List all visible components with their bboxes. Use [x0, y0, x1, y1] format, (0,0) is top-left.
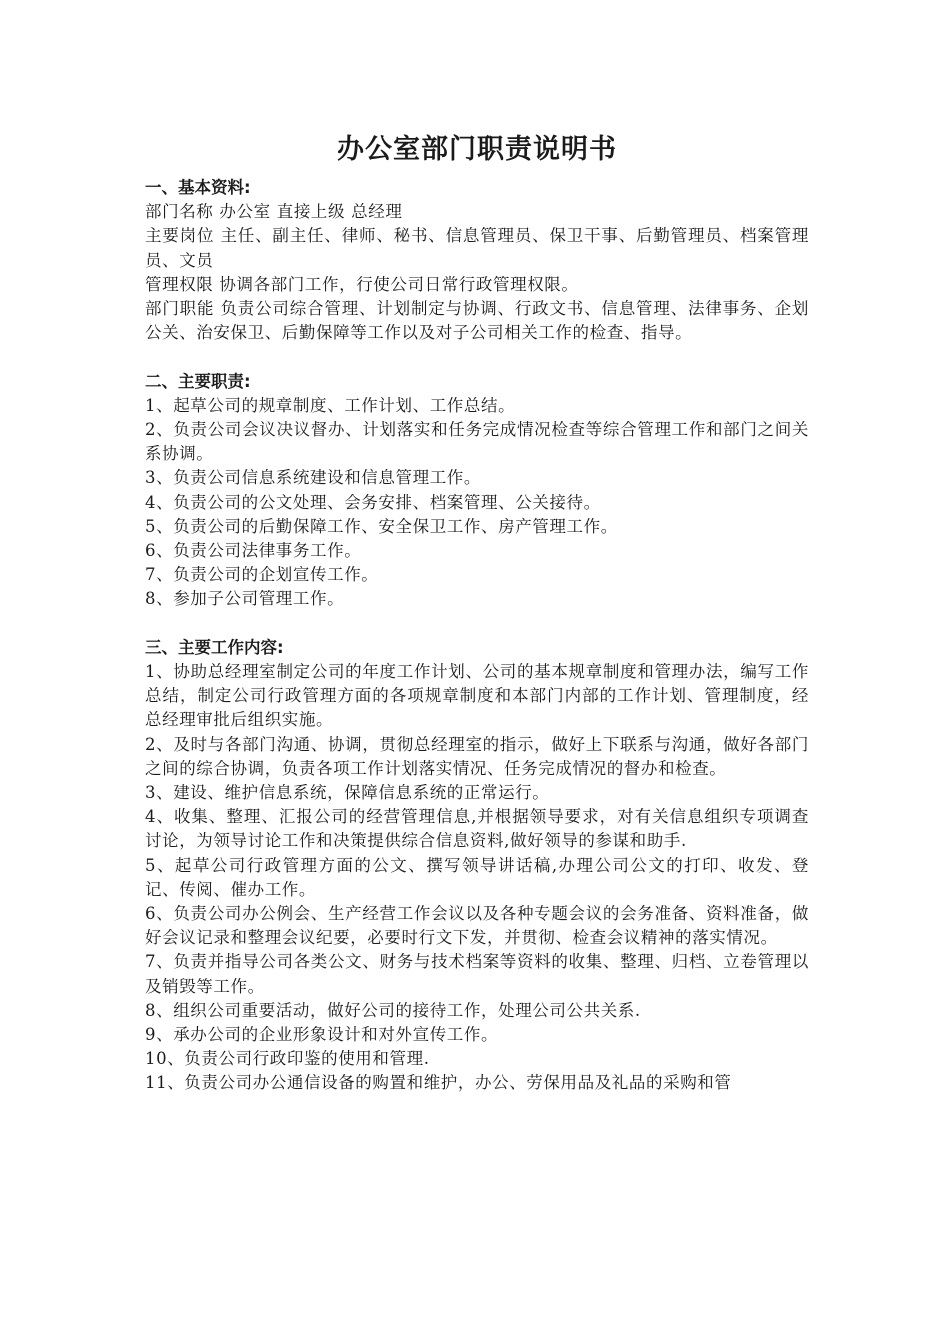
- content-item: 9、承办公司的企业形象设计和对外宣传工作。: [145, 1025, 499, 1045]
- duty-item: 4、负责公司的公文处理、会务安排、档案管理、公关接待。: [145, 492, 601, 512]
- dept-name-value: 办公室: [219, 202, 271, 222]
- duty-item: 1、起草公司的规章制度、工作计划、工作总结。: [145, 395, 516, 415]
- duty-item: 5、负责公司的后勤保障工作、安全保卫工作、房产管理工作。: [145, 516, 618, 536]
- function-label: 部门职能: [145, 299, 215, 319]
- positions-label: 主要岗位: [145, 226, 215, 246]
- function-value: 负责公司综合管理、计划制定与协调、行政文书、信息管理、法律事务、企划公关、治安保卫、后勤保障等工作以及对子公司相关工作的检查、指导。: [145, 299, 809, 343]
- content-item: 7、负责并指导公司各类公文、财务与技术档案等资料的收集、整理、归档、立卷管理以及销毁等工作。: [145, 952, 809, 996]
- section-spacer: [145, 612, 809, 636]
- content-item: 1、协助总经理室制定公司的年度工作计划、公司的基本规章制度和管理办法，编写工作总结，制定公司行政管理方面的各项规章制度和本部门内部的工作计划、管理制度，经总经理审批后组织实施。: [145, 662, 809, 730]
- dept-name-label: 部门名称: [145, 202, 214, 222]
- section-work-content: [145, 636, 809, 1096]
- content-item: 2、及时与各部门沟通、协调，贯彻总经理室的指示，做好上下联系与沟通，做好各部门之间的综合协调，负责各项工作计划落实情况、任务完成情况的督办和检查。: [145, 734, 809, 778]
- duty-item: 3、负责公司信息系统建设和信息管理工作。: [145, 468, 481, 488]
- authority-line: [145, 273, 809, 297]
- section-basic-info: [145, 176, 809, 345]
- content-item: 4、收集、整理、汇报公司的经营管理信息,并根据领导要求，对有关信息组织专项调查讨论，为领导讨论工作和决策提供综合信息资料,做好领导的参谋和助手.: [145, 807, 809, 851]
- duty-item: 8、参加子公司管理工作。: [145, 589, 345, 609]
- content-item: 10、负责公司行政印鉴的使用和管理.: [145, 1049, 430, 1069]
- section-heading-basic: 一、基本资料:: [145, 178, 251, 197]
- section-heading-content: 三、主要工作内容:: [145, 637, 284, 657]
- positions-line: [145, 224, 809, 272]
- document-title: 办公室部门职责说明书: [337, 134, 617, 165]
- duty-item: 2、负责公司会议决议督办、计划落实和任务完成情况检查等综合管理工作和部门之间关系协调。: [145, 420, 809, 464]
- positions-value: 主任、副主任、律师、秘书、信息管理员、保卫干事、后勤管理员、档案管理员、文员: [145, 226, 809, 270]
- content-item: 11、负责公司办公通信设备的购置和维护，办公、劳保用品及礼品的采购和管: [145, 1073, 732, 1093]
- superior-label: 直接上级: [276, 202, 346, 222]
- superior-value: 总经理: [351, 202, 403, 222]
- section-spacer: [145, 345, 809, 369]
- section-main-duties: [145, 370, 809, 612]
- document-page: [145, 128, 809, 1096]
- duty-item: 7、负责公司的企划宣传工作。: [145, 565, 379, 585]
- section-heading-duties: 二、主要职责:: [145, 371, 251, 391]
- function-line: [145, 297, 809, 345]
- content-item: 8、组织公司重要活动，做好公司的接待工作，处理公司公共关系.: [145, 1000, 641, 1020]
- authority-label: 管理权限: [145, 274, 214, 294]
- content-item: 6、负责公司办公例会、生产经营工作会议以及各种专题会议的会务准备、资料准备，做好会议记录和整理会议纪要，必要时行文下发，并贯彻、检查会议精神的落实情况。: [145, 904, 809, 948]
- authority-value: 协调各部门工作，行使公司日常行政管理权限。: [219, 274, 579, 294]
- content-item: 3、建设、维护信息系统，保障信息系统的正常运行。: [145, 783, 550, 803]
- duty-item: 6、负责公司法律事务工作。: [145, 541, 362, 561]
- dept-name-line: [145, 200, 809, 224]
- content-item: 5、起草公司行政管理方面的公文、撰写领导讲话稿,办理公司公文的打印、收发、登记、传阅、催办工作。: [145, 855, 809, 899]
